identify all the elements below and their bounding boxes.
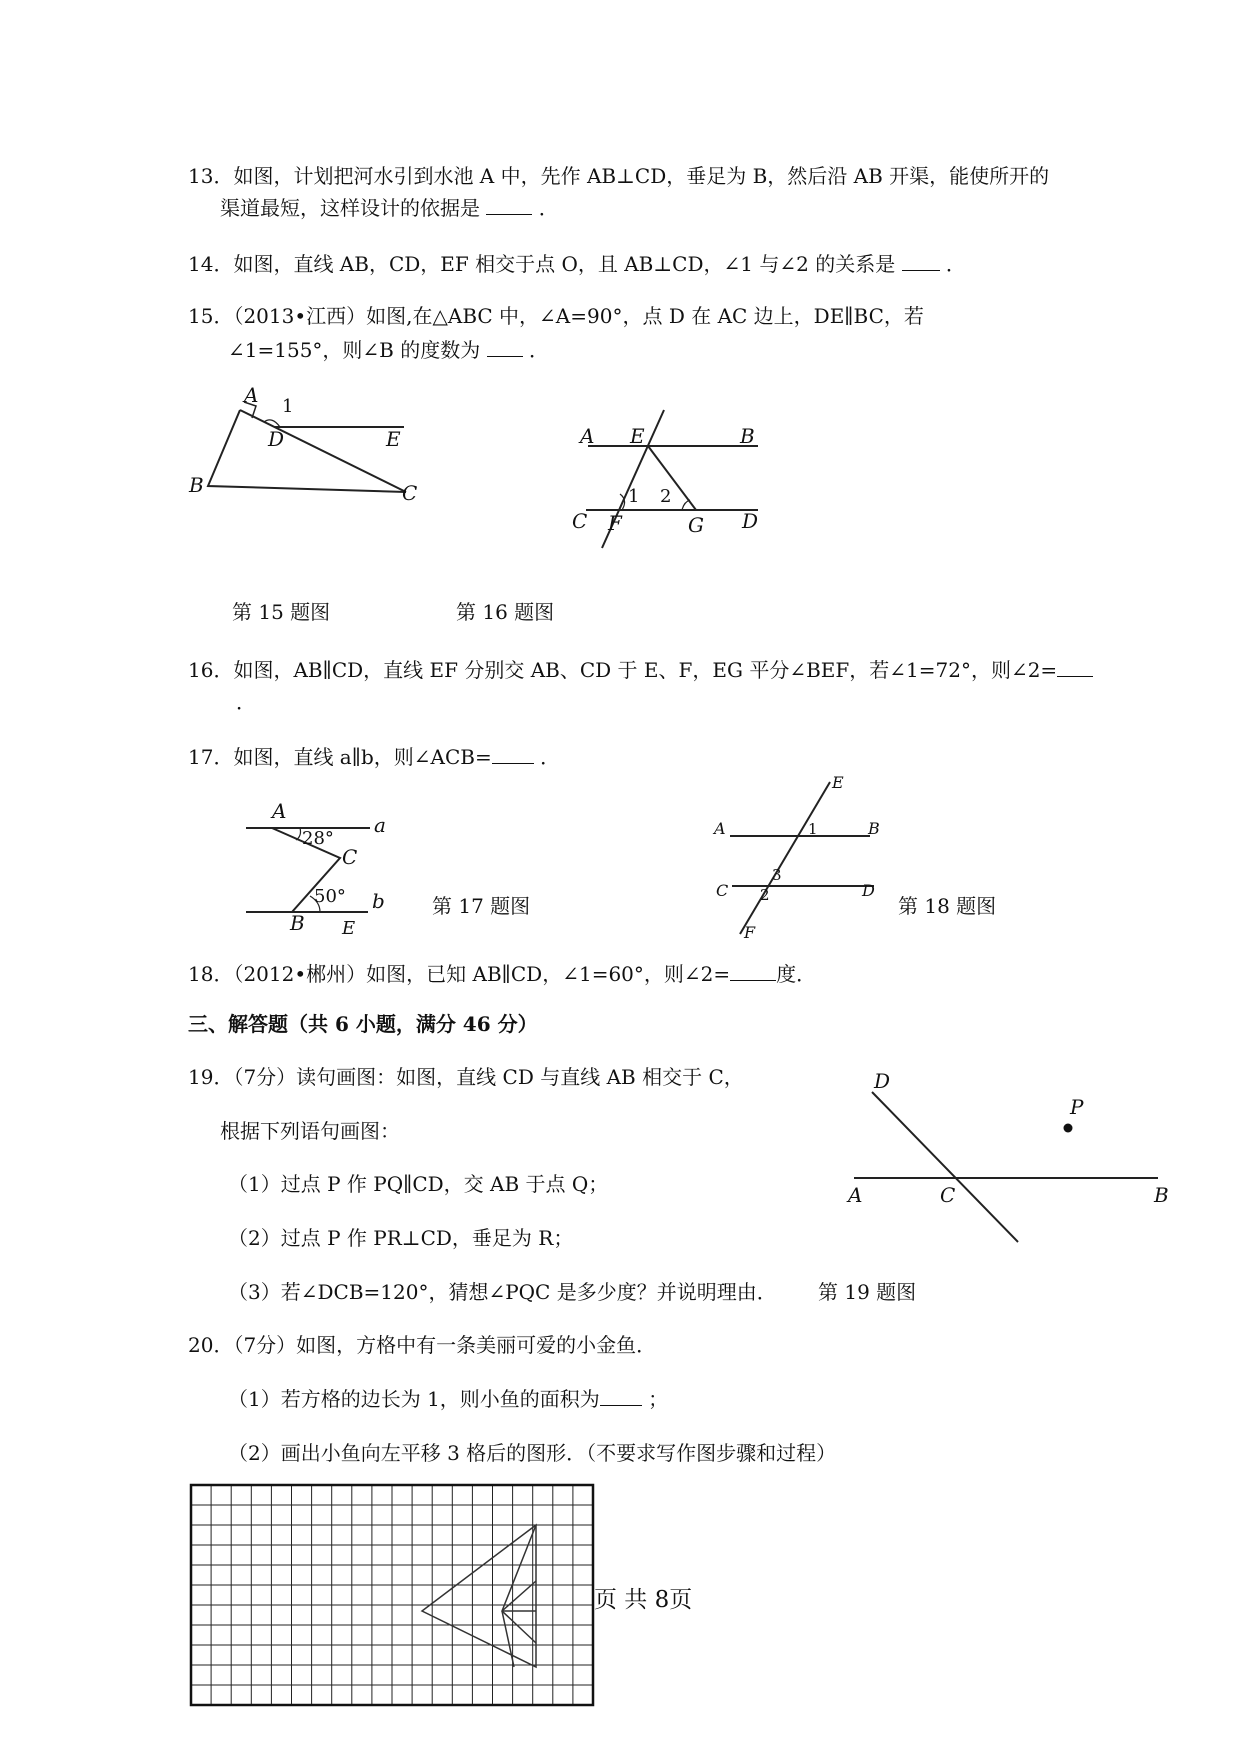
q19-item3: （3）若∠DCB=120°，猜想∠PQC 是多少度？并说明理由．	[228, 1280, 777, 1304]
fish-outline	[422, 1525, 536, 1667]
fig15-label-b: B	[189, 473, 204, 497]
fig19-line-cd	[872, 1092, 1018, 1242]
fig18-label-c: C	[716, 881, 729, 900]
q19-item1: （1）过点 P 作 PQ∥CD，交 AB 于点 Q；	[228, 1172, 609, 1196]
fig19-label-a: A	[848, 1183, 863, 1207]
figure-18	[710, 773, 900, 942]
fig17-label-c: C	[342, 845, 358, 869]
q18-answer-blank[interactable]	[730, 960, 776, 981]
fig18-label-1: 1	[808, 820, 818, 838]
q17-answer-blank[interactable]	[492, 743, 534, 764]
fig19-point-p	[1064, 1124, 1073, 1133]
q17-line	[188, 743, 560, 771]
fig17-label-line-b: b	[372, 889, 385, 913]
fig18-label-2: 2	[760, 886, 770, 904]
fig18-label-d: D	[862, 881, 875, 900]
fig18-label-f: F	[744, 923, 756, 942]
q15-line2	[228, 336, 549, 364]
fig15-label-e: E	[386, 427, 401, 451]
fig17-label-28: 28°	[302, 828, 334, 849]
q13-answer-blank[interactable]	[486, 194, 532, 215]
fig17-caption: 第 17 题图	[432, 894, 531, 918]
fig17-label-a: A	[272, 799, 287, 823]
fig18-label-a: A	[714, 819, 726, 838]
fish-grid-figure	[190, 1484, 600, 1714]
fig15-label-c: C	[402, 481, 418, 505]
q20-item1-suffix: ；	[648, 1387, 669, 1411]
q14-line	[188, 250, 966, 278]
fig18-label-b: B	[868, 819, 880, 838]
fig16-caption: 第 16 题图	[456, 600, 555, 624]
q18-line	[188, 960, 816, 988]
q20-item1-text: （1）若方格的边长为 1，则小鱼的面积为	[228, 1387, 600, 1411]
q20-item2: （2）画出小鱼向左平移 3 格后的图形．（不要求写作图步骤和过程）	[228, 1441, 837, 1465]
fig19-label-b: B	[1154, 1183, 1169, 1207]
fig17-label-b: B	[290, 911, 305, 935]
fig18-label-3: 3	[772, 866, 782, 884]
fig19-label-p: P	[1070, 1095, 1084, 1119]
fig17-label-50: 50°	[314, 886, 346, 907]
fig18-line-ef	[740, 782, 830, 934]
fig18-caption: 第 18 题图	[898, 894, 997, 918]
q19-intro: 19．（7分）读句画图：如图，直线 CD 与直线 AB 相交于 C，	[188, 1065, 744, 1089]
fig15-label-a: A	[244, 383, 259, 407]
q13-suffix: ．	[538, 196, 559, 220]
figure-15	[180, 380, 440, 520]
fig16-label-e: E	[630, 424, 645, 448]
fig18-label-e: E	[832, 773, 844, 792]
q13-line2-text: 渠道最短，这样设计的依据是	[220, 196, 480, 220]
figure-17	[240, 800, 420, 940]
fig19-label-d: D	[874, 1069, 891, 1093]
fig17-label-line-a: a	[374, 813, 386, 837]
fig16-label-c: C	[572, 509, 588, 533]
q16-line2: ．	[236, 690, 256, 714]
fig17-label-e: E	[342, 918, 356, 939]
fig15-side-ac	[240, 410, 406, 492]
q20-intro: 20．（7分）如图，方格中有一条美丽可爱的小金鱼．	[188, 1333, 657, 1357]
fig16-label-g: G	[688, 513, 704, 537]
fig15-label-1: 1	[282, 396, 294, 417]
grid-lines	[191, 1485, 593, 1705]
q15-line2-text: ∠1=155°，则∠B 的度数为	[228, 338, 481, 362]
q19-item2: （2）过点 P 作 PR⊥CD，垂足为 R；	[228, 1226, 574, 1250]
fig16-label-f: F	[608, 511, 622, 535]
fig15-triangle	[208, 410, 406, 492]
fig16-label-1: 1	[628, 486, 640, 507]
q19-line2: 根据下列语句画图：	[220, 1119, 400, 1143]
q16-line1	[188, 656, 1093, 684]
q13-line1: 13．如图，计划把河水引到水池 A 中，先作 AB⊥CD，垂足为 B，然后沿 AB 开渠，能使所开的	[188, 164, 1050, 188]
fig15-label-d: D	[268, 427, 285, 451]
q14-text: 14．如图，直线 AB，CD，EF 相交于点 O，且 AB⊥CD，∠1 与∠2 的关系是	[188, 252, 896, 276]
q16-answer-blank[interactable]	[1057, 656, 1093, 677]
q13-line2	[220, 194, 559, 222]
q20-item1	[228, 1385, 668, 1413]
q17-text: 17．如图，直线 a∥b，则∠ACB=	[188, 745, 492, 769]
q19-caption: 第 19 题图	[818, 1280, 917, 1304]
fig16-label-d: D	[742, 509, 759, 533]
q15-answer-blank[interactable]	[487, 336, 523, 357]
q17-suffix: ．	[540, 745, 561, 769]
q15-suffix: ．	[528, 338, 549, 362]
q18-suffix: 度．	[776, 962, 817, 986]
q16-text: 16．如图，AB∥CD，直线 EF 分别交 AB、CD 于 E、F，EG 平分∠BEF，若∠1=72°，则∠2=	[188, 658, 1058, 682]
fig19-label-c: C	[940, 1183, 956, 1207]
fig16-label-2: 2	[660, 486, 672, 507]
figure-19	[840, 1070, 1170, 1250]
q20-answer-blank[interactable]	[600, 1385, 642, 1406]
q18-text: 18．（2012•郴州）如图，已知 AB∥CD，∠1=60°，则∠2=	[188, 962, 731, 986]
page-footer: 页 共 8页	[594, 1587, 693, 1613]
q14-answer-blank[interactable]	[902, 250, 940, 271]
figure-16	[572, 408, 802, 548]
section3-title: 三、解答题（共 6 小题，满分 46 分）	[188, 1012, 538, 1036]
q14-suffix: ．	[945, 252, 966, 276]
fig16-label-b: B	[740, 424, 755, 448]
fig16-label-a: A	[580, 424, 595, 448]
q15-line1: 15．（2013•江西）如图,在△ABC 中，∠A=90°，点 D 在 AC 边上，DE∥BC，若	[188, 304, 924, 328]
fig15-caption: 第 15 题图	[232, 600, 331, 624]
